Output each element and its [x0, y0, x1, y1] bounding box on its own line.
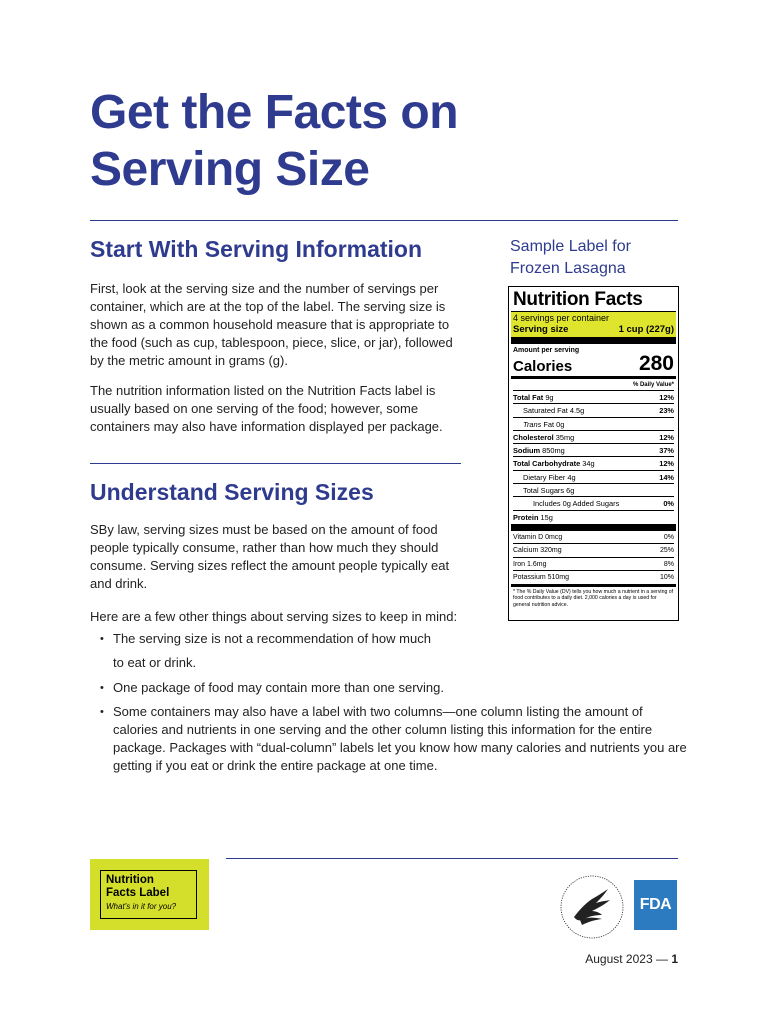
nutrient-name: Total Carbohydrate: [513, 459, 581, 469]
nutrient-name: Sodium: [513, 446, 541, 456]
nutrient-amount: 6g: [566, 486, 575, 496]
vitamin-name: Vitamin D 0mcg: [513, 533, 563, 541]
serving-info-highlight: [511, 311, 676, 337]
nutrient-row-trans-fat: [513, 418, 674, 431]
nutrient-row-total-fat: [513, 391, 674, 404]
calories-label: Calories: [513, 358, 573, 375]
servings-per-container: 4 servings per container: [513, 313, 610, 323]
caption-line1: Sample Label for: [510, 238, 631, 255]
vitamin-row-iron: [513, 558, 674, 571]
nutrient-name: Dietary Fiber: [523, 472, 566, 482]
vitamin-dv: 25%: [659, 547, 674, 555]
nutrient-row-total-carbohydrate: [513, 457, 674, 470]
fda-logo: FDA: [634, 880, 677, 930]
nutrient-dv: 12%: [659, 459, 674, 469]
nutrient-name: Total Sugars: [523, 486, 565, 496]
nutrient-dv: 0%: [663, 499, 674, 509]
page-title-line2: Serving Size: [90, 143, 370, 196]
daily-value-header: % Daily Value*: [513, 379, 674, 391]
nutrient-row-added-sugars: [513, 497, 674, 510]
calories-value: 280: [638, 352, 674, 375]
vitamin-dv: 0%: [663, 533, 674, 541]
nutrition-facts-label-badge: [90, 859, 209, 930]
serving-size-value: 1 cup (227g): [618, 324, 674, 335]
list-item: • The serving size is not a recommendation of how much to eat or drink.: [100, 627, 440, 675]
page-number: 1: [671, 952, 678, 966]
vitamin-dv: 10%: [659, 573, 674, 581]
nutrient-dv: 23%: [659, 406, 674, 416]
nutrient-row-saturated-fat: [513, 404, 674, 417]
vitamin-name: Calcium 320mg: [513, 547, 562, 555]
calories-row: [513, 354, 674, 376]
nutrition-facts-title: Nutrition Facts: [513, 289, 643, 310]
hhs-seal-icon: [558, 873, 626, 941]
nutrient-name: Includes 0g Added Sugars: [533, 499, 620, 509]
nutrient-dv: 12%: [659, 432, 674, 442]
nutrient-row-cholesterol: [513, 431, 674, 444]
list-item: • One package of food may contain more than one serving.: [100, 679, 690, 697]
sample-label-caption: [510, 236, 680, 280]
paragraph-serving-info-2: The nutrition information listed on the Nutrition Facts label is usually based on one serving of the food; however, some containers may also have information displayed per package.: [90, 383, 443, 434]
vitamin-row-calcium: [513, 544, 674, 557]
nutrient-row-sodium: [513, 444, 674, 457]
amount-per-serving: Amount per serving: [513, 347, 580, 354]
nutrient-dv: 12%: [659, 393, 674, 402]
vitamin-name: Potassium 510mg: [513, 573, 570, 581]
daily-value-footnote: * The % Daily Value (DV) tells you how much a nutrient in a serving of food contributes to a daily diet. 2,000 calories a day is used for general nutrition advice.: [513, 589, 674, 608]
badge-title-line2: Facts Label: [106, 887, 170, 899]
nutrient-amount: 850mg: [542, 446, 565, 456]
publication-date: [585, 952, 678, 966]
nutrient-amount: 35mg: [555, 432, 575, 442]
serving-size-row: [513, 324, 674, 335]
list-item: • Some containers may also have a label with two columns—one column listing the amount of calories and nutrients in one serving and the other column listing this information for the entire package. Packages with “dual-column” labels let you know how many calories and nutrients you are getting if you eat or drink the entire package at one time.: [100, 703, 690, 775]
nutrient-amount: 15g: [540, 512, 553, 522]
nutrient-row-total-sugars: [513, 484, 674, 497]
nutrient-name: Total Fat: [513, 393, 544, 402]
paragraph-serving-sizes-1: SBy law, serving sizes must be based on the amount of food people typically consume, rather than how much they should consume. Serving sizes reflect the amount people typically eat and drink.: [90, 522, 450, 591]
nutrient-dv: 14%: [659, 472, 674, 482]
vitamin-name: Iron 1.6mg: [513, 560, 547, 568]
footer-divider: [226, 858, 678, 859]
section-divider: [90, 463, 461, 464]
serving-size-label: Serving size: [513, 324, 569, 335]
nutrient-name: Trans: [523, 419, 542, 429]
nutrient-amount: 4.5g: [569, 406, 585, 416]
date-text: August 2023 —: [585, 952, 668, 966]
badge-title-line1: Nutrition: [106, 874, 154, 886]
serving-size-tips-list: [100, 627, 690, 775]
paragraph-serving-sizes-2: Here are a few other things about serving sizes to keep in mind:: [90, 609, 458, 624]
nutrient-row-protein: [513, 511, 674, 524]
nutrient-name: Saturated Fat: [523, 406, 568, 416]
page-title-line1: Get the Facts on: [90, 86, 459, 139]
nutrient-name: Cholesterol: [513, 432, 554, 442]
nutrient-amount: 4g: [567, 472, 576, 482]
vitamin-row-potassium: [513, 571, 674, 584]
nutrient-name: Protein: [513, 512, 539, 522]
badge-frame: [100, 870, 197, 919]
nutrient-dv: 37%: [659, 446, 674, 456]
page-title: [90, 84, 690, 198]
vitamin-dv: 8%: [663, 560, 674, 568]
thick-divider: [511, 524, 676, 531]
nutrient-amount: Fat 0g: [543, 419, 565, 429]
vitamin-row-vitamin-d: [513, 531, 674, 544]
badge-tagline: What’s in it for you?: [106, 902, 177, 911]
section-heading-serving-sizes: Understand Serving Sizes: [90, 479, 374, 505]
paragraph-serving-info-1: First, look at the serving size and the number of servings per container, which are at the top of the label. The serving size is shown as a common household measure that is appropriate to the food (such as cup, tablespoon, piece, slice, or jar), followed by the metric amount in grams (g).: [90, 281, 453, 368]
caption-line2: Frozen Lasagna: [510, 260, 626, 277]
thick-divider: [511, 337, 676, 344]
nutrient-row-dietary-fiber: [513, 471, 674, 484]
nutrient-amount: 9g: [545, 393, 554, 402]
nutrient-amount: 34g: [582, 459, 595, 469]
nutrition-facts-label: [508, 286, 679, 621]
title-divider: [90, 220, 678, 221]
section-heading-serving-information: Start With Serving Information: [90, 236, 423, 262]
